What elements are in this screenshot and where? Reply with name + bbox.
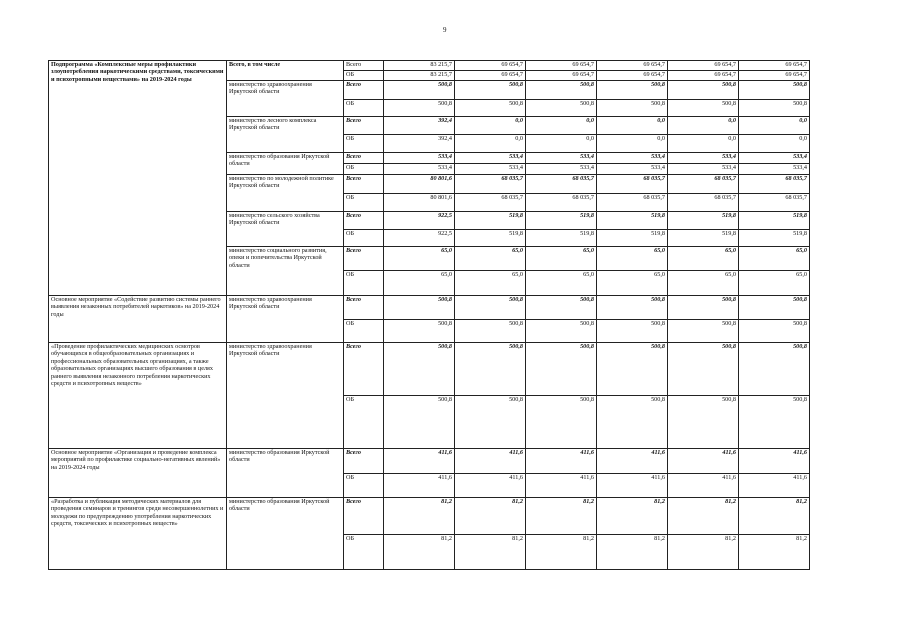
amount-cell: 81,2 bbox=[384, 498, 455, 535]
amount-cell: 533,4 bbox=[526, 153, 597, 164]
amount-cell: 533,4 bbox=[739, 164, 810, 175]
amount-cell: 65,0 bbox=[384, 247, 455, 271]
amount-cell: 533,4 bbox=[455, 153, 526, 164]
amount-cell: 69 654,7 bbox=[668, 71, 739, 81]
amount-cell: 68 035,7 bbox=[597, 194, 668, 212]
amount-cell: 65,0 bbox=[739, 271, 810, 296]
amount-cell: 68 035,7 bbox=[668, 175, 739, 194]
amount-cell: 81,2 bbox=[597, 535, 668, 570]
amount-cell: 519,8 bbox=[739, 212, 810, 230]
source-ob-label: ОБ bbox=[344, 320, 384, 343]
amount-cell: 68 035,7 bbox=[739, 175, 810, 194]
source-ob-label: ОБ bbox=[344, 271, 384, 296]
amount-cell: 533,4 bbox=[668, 153, 739, 164]
source-total-label: Всего bbox=[344, 61, 384, 71]
table-row bbox=[49, 61, 810, 71]
amount-cell: 411,6 bbox=[526, 449, 597, 474]
amount-cell: 500,8 bbox=[384, 320, 455, 343]
amount-cell: 65,0 bbox=[668, 247, 739, 271]
source-ob-label: ОБ bbox=[344, 230, 384, 247]
amount-cell: 68 035,7 bbox=[526, 175, 597, 194]
source-total-label: Всего bbox=[344, 153, 384, 164]
amount-cell: 500,8 bbox=[597, 296, 668, 320]
amount-cell: 68 035,7 bbox=[526, 194, 597, 212]
amount-cell: 500,8 bbox=[455, 320, 526, 343]
amount-cell: 533,4 bbox=[597, 153, 668, 164]
amount-cell: 411,6 bbox=[739, 474, 810, 498]
amount-cell: 65,0 bbox=[455, 247, 526, 271]
source-total-label: Всего bbox=[344, 296, 384, 320]
executor-cell: министерство здравоохранения Иркутской области bbox=[227, 81, 344, 117]
amount-cell: 500,8 bbox=[455, 100, 526, 117]
amount-cell: 69 654,7 bbox=[739, 61, 810, 71]
amount-cell: 81,2 bbox=[668, 498, 739, 535]
amount-cell: 519,8 bbox=[455, 230, 526, 247]
amount-cell: 500,8 bbox=[597, 320, 668, 343]
executor-cell: министерство здравоохранения Иркутской области bbox=[227, 343, 344, 449]
amount-cell: 69 654,7 bbox=[597, 71, 668, 81]
amount-cell: 500,8 bbox=[455, 396, 526, 449]
amount-cell: 69 654,7 bbox=[597, 61, 668, 71]
source-total-label: Всего bbox=[344, 343, 384, 396]
amount-cell: 500,8 bbox=[739, 81, 810, 100]
amount-cell: 519,8 bbox=[526, 212, 597, 230]
amount-cell: 0,0 bbox=[597, 135, 668, 153]
amount-cell: 500,8 bbox=[455, 81, 526, 100]
executor-cell: министерство образования Иркутской области bbox=[227, 153, 344, 175]
amount-cell: 519,8 bbox=[597, 230, 668, 247]
source-total-label: Всего bbox=[344, 117, 384, 135]
amount-cell: 68 035,7 bbox=[739, 194, 810, 212]
amount-cell: 500,8 bbox=[668, 296, 739, 320]
executor-cell: министерство образования Иркутской области bbox=[227, 449, 344, 498]
amount-cell: 411,6 bbox=[668, 474, 739, 498]
table-row bbox=[49, 449, 810, 474]
amount-cell: 0,0 bbox=[526, 117, 597, 135]
amount-cell: 411,6 bbox=[668, 449, 739, 474]
source-total-label: Всего bbox=[344, 175, 384, 194]
amount-cell: 69 654,7 bbox=[668, 61, 739, 71]
amount-cell: 533,4 bbox=[668, 164, 739, 175]
budget-table bbox=[48, 60, 810, 570]
amount-cell: 500,8 bbox=[526, 100, 597, 117]
amount-cell: 65,0 bbox=[668, 271, 739, 296]
amount-cell: 83 215,7 bbox=[384, 61, 455, 71]
program-name-cell: «Разработка и публикация методических материалов для проведения семинаров и тренингов среди несовершеннолетних и молодежи по предупреждению употребления наркотических средств, токсических и психотропных веществ» bbox=[49, 498, 227, 570]
amount-cell: 411,6 bbox=[597, 449, 668, 474]
amount-cell: 500,8 bbox=[384, 81, 455, 100]
source-total-label: Всего bbox=[344, 81, 384, 100]
amount-cell: 519,8 bbox=[739, 230, 810, 247]
amount-cell: 500,8 bbox=[668, 396, 739, 449]
source-total-label: Всего bbox=[344, 449, 384, 474]
amount-cell: 0,0 bbox=[668, 135, 739, 153]
amount-cell: 533,4 bbox=[384, 164, 455, 175]
amount-cell: 519,8 bbox=[526, 230, 597, 247]
amount-cell: 0,0 bbox=[739, 117, 810, 135]
amount-cell: 81,2 bbox=[455, 535, 526, 570]
source-ob-label: ОБ bbox=[344, 194, 384, 212]
source-ob-label: ОБ bbox=[344, 100, 384, 117]
table-row bbox=[49, 343, 810, 396]
amount-cell: 80 801,6 bbox=[384, 194, 455, 212]
amount-cell: 81,2 bbox=[526, 535, 597, 570]
amount-cell: 411,6 bbox=[455, 474, 526, 498]
program-name-cell: Основное мероприятие «Организация и проведение комплекса мероприятий по профилактике социально-негативных явлений» на 2019-2024 годы bbox=[49, 449, 227, 498]
amount-cell: 69 654,7 bbox=[739, 71, 810, 81]
source-total-label: Всего bbox=[344, 247, 384, 271]
amount-cell: 0,0 bbox=[668, 117, 739, 135]
amount-cell: 533,4 bbox=[384, 153, 455, 164]
amount-cell: 500,8 bbox=[668, 320, 739, 343]
amount-cell: 533,4 bbox=[739, 153, 810, 164]
amount-cell: 500,8 bbox=[526, 81, 597, 100]
amount-cell: 519,8 bbox=[668, 230, 739, 247]
amount-cell: 411,6 bbox=[455, 449, 526, 474]
amount-cell: 0,0 bbox=[739, 135, 810, 153]
source-ob-label: ОБ bbox=[344, 396, 384, 449]
executor-cell: министерство здравоохранения Иркутской области bbox=[227, 296, 344, 343]
amount-cell: 500,8 bbox=[384, 343, 455, 396]
amount-cell: 83 215,7 bbox=[384, 71, 455, 81]
executor-cell: Всего, в том числе bbox=[227, 61, 344, 81]
amount-cell: 69 654,7 bbox=[526, 71, 597, 81]
amount-cell: 411,6 bbox=[384, 474, 455, 498]
amount-cell: 500,8 bbox=[597, 81, 668, 100]
amount-cell: 69 654,7 bbox=[455, 61, 526, 71]
table-row bbox=[49, 296, 810, 320]
amount-cell: 500,8 bbox=[739, 100, 810, 117]
amount-cell: 500,8 bbox=[739, 396, 810, 449]
amount-cell: 411,6 bbox=[526, 474, 597, 498]
source-ob-label: ОБ bbox=[344, 71, 384, 81]
amount-cell: 500,8 bbox=[384, 100, 455, 117]
amount-cell: 411,6 bbox=[739, 449, 810, 474]
amount-cell: 500,8 bbox=[668, 100, 739, 117]
executor-cell: министерство образования Иркутской области bbox=[227, 498, 344, 570]
amount-cell: 500,8 bbox=[455, 343, 526, 396]
amount-cell: 500,8 bbox=[526, 343, 597, 396]
amount-cell: 500,8 bbox=[668, 81, 739, 100]
executor-cell: министерство социального развития, опеки и попечительства Иркутской области bbox=[227, 247, 344, 296]
amount-cell: 68 035,7 bbox=[668, 194, 739, 212]
amount-cell: 69 654,7 bbox=[526, 61, 597, 71]
source-ob-label: ОБ bbox=[344, 164, 384, 175]
amount-cell: 500,8 bbox=[597, 343, 668, 396]
page-number: 9 bbox=[443, 26, 447, 34]
table-row bbox=[49, 498, 810, 535]
amount-cell: 519,8 bbox=[668, 212, 739, 230]
amount-cell: 0,0 bbox=[455, 135, 526, 153]
amount-cell: 65,0 bbox=[384, 271, 455, 296]
amount-cell: 533,4 bbox=[455, 164, 526, 175]
amount-cell: 81,2 bbox=[455, 498, 526, 535]
amount-cell: 80 801,6 bbox=[384, 175, 455, 194]
amount-cell: 500,8 bbox=[526, 296, 597, 320]
amount-cell: 500,8 bbox=[739, 296, 810, 320]
amount-cell: 519,8 bbox=[597, 212, 668, 230]
amount-cell: 68 035,7 bbox=[455, 175, 526, 194]
amount-cell: 81,2 bbox=[668, 535, 739, 570]
amount-cell: 65,0 bbox=[526, 271, 597, 296]
amount-cell: 81,2 bbox=[384, 535, 455, 570]
amount-cell: 922,5 bbox=[384, 230, 455, 247]
amount-cell: 0,0 bbox=[526, 135, 597, 153]
amount-cell: 500,8 bbox=[384, 296, 455, 320]
amount-cell: 533,4 bbox=[526, 164, 597, 175]
amount-cell: 65,0 bbox=[597, 271, 668, 296]
source-total-label: Всего bbox=[344, 212, 384, 230]
amount-cell: 500,8 bbox=[526, 396, 597, 449]
amount-cell: 65,0 bbox=[597, 247, 668, 271]
source-total-label: Всего bbox=[344, 498, 384, 535]
executor-cell: министерство лесного комплекса Иркутской области bbox=[227, 117, 344, 153]
amount-cell: 68 035,7 bbox=[597, 175, 668, 194]
amount-cell: 500,8 bbox=[597, 396, 668, 449]
amount-cell: 500,8 bbox=[384, 396, 455, 449]
amount-cell: 519,8 bbox=[455, 212, 526, 230]
amount-cell: 69 654,7 bbox=[455, 71, 526, 81]
amount-cell: 0,0 bbox=[597, 117, 668, 135]
amount-cell: 500,8 bbox=[739, 343, 810, 396]
amount-cell: 65,0 bbox=[455, 271, 526, 296]
amount-cell: 392,4 bbox=[384, 135, 455, 153]
amount-cell: 500,8 bbox=[455, 296, 526, 320]
executor-cell: министерство по молодежной политике Иркутской области bbox=[227, 175, 344, 212]
amount-cell: 500,8 bbox=[597, 100, 668, 117]
amount-cell: 500,8 bbox=[739, 320, 810, 343]
amount-cell: 411,6 bbox=[597, 474, 668, 498]
amount-cell: 81,2 bbox=[526, 498, 597, 535]
amount-cell: 922,5 bbox=[384, 212, 455, 230]
amount-cell: 0,0 bbox=[455, 117, 526, 135]
source-ob-label: ОБ bbox=[344, 535, 384, 570]
amount-cell: 65,0 bbox=[526, 247, 597, 271]
source-ob-label: ОБ bbox=[344, 474, 384, 498]
program-name-cell: Подпрограмма «Комплексные меры профилактики злоупотребления наркотическими средствами, токсическими и психотропными веществами» на 2019-2024 годы bbox=[49, 61, 227, 296]
amount-cell: 533,4 bbox=[597, 164, 668, 175]
program-name-cell: Основное мероприятие «Содействие развитию системы раннего выявления незаконных потребителей наркотиков» на 2019-2024 годы bbox=[49, 296, 227, 343]
source-ob-label: ОБ bbox=[344, 135, 384, 153]
executor-cell: министерство сельского хозяйства Иркутской области bbox=[227, 212, 344, 247]
amount-cell: 81,2 bbox=[597, 498, 668, 535]
amount-cell: 500,8 bbox=[668, 343, 739, 396]
program-name-cell: «Проведение профилактических медицинских осмотров обучающихся в общеобразовательных организациях и профессиональных образовательных организациях, а также образовательных организациях высшего образования в целях раннего выявления незаконного потребления наркотических средств и психотропных веществ» bbox=[49, 343, 227, 449]
amount-cell: 68 035,7 bbox=[455, 194, 526, 212]
amount-cell: 500,8 bbox=[526, 320, 597, 343]
amount-cell: 392,4 bbox=[384, 117, 455, 135]
amount-cell: 411,6 bbox=[384, 449, 455, 474]
amount-cell: 81,2 bbox=[739, 535, 810, 570]
amount-cell: 81,2 bbox=[739, 498, 810, 535]
amount-cell: 65,0 bbox=[739, 247, 810, 271]
